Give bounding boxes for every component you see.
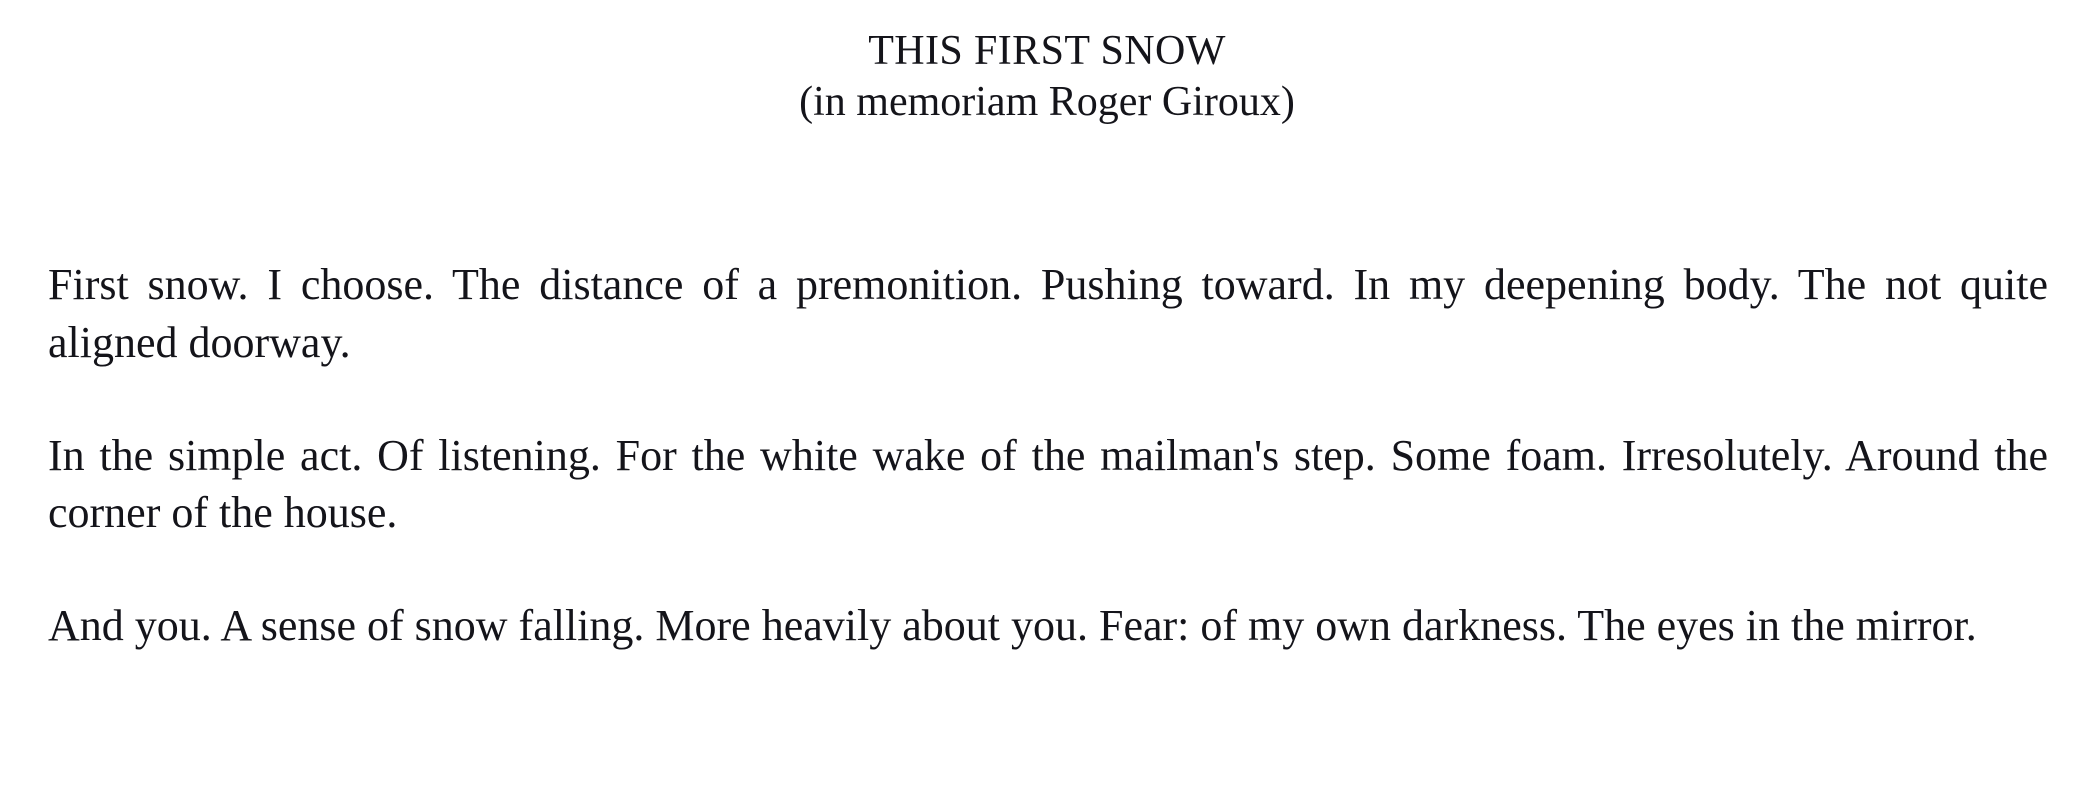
stanza: First snow. I choose. The distance of a premonition. Pushing toward. In my deepening body. The not quite aligned doorway. <box>48 260 2048 367</box>
poem-body <box>0 256 2094 654</box>
stanza: In the simple act. Of listening. For the white wake of the mailman's step. Some foam. Irresolutely. Around the corner of the house. <box>48 430 2048 538</box>
stanza: And you. A sense of snow falling. More heavily about you. Fear: of my own darkness. The eyes in the mirror. <box>48 601 1977 651</box>
title-block <box>0 0 2094 128</box>
page-title: THIS FIRST SNOW <box>868 28 1226 74</box>
dedication-line: (in memoriam Roger Giroux) <box>799 79 1295 126</box>
